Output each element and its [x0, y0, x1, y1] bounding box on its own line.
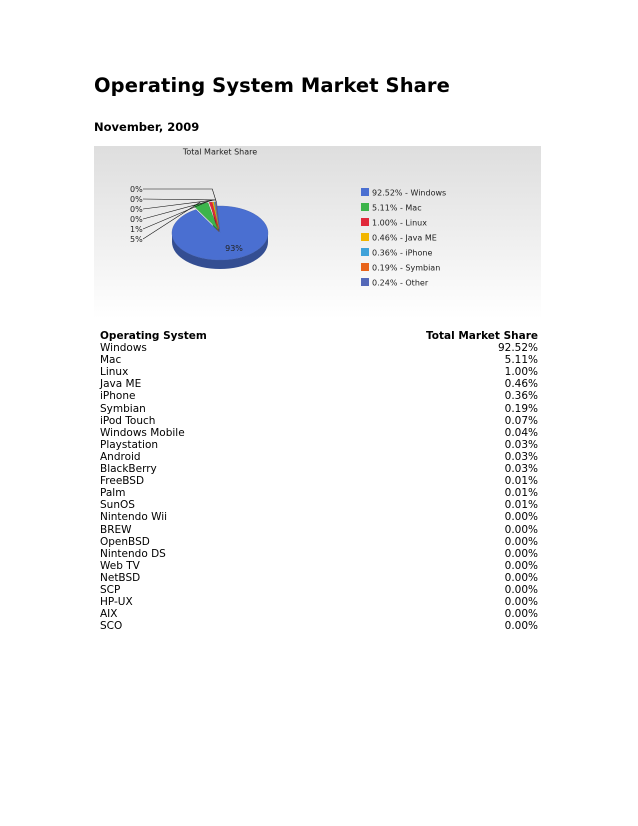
legend-swatch-other: [361, 278, 369, 286]
os-name-cell: NetBSD: [100, 571, 141, 584]
pie-label-symbian: 0%: [130, 195, 143, 204]
os-name-cell: iPhone: [100, 390, 136, 403]
table-row: [100, 596, 538, 608]
table-row: [100, 475, 538, 487]
share-value-cell: 0.04%: [504, 426, 538, 439]
legend-label-symbian: 0.19% - Symbian: [372, 263, 441, 273]
pie-label-mac: 5%: [130, 235, 143, 244]
share-value-cell: 0.00%: [504, 608, 538, 621]
market-share-table: [100, 330, 538, 632]
legend-label-iphone: 0.36% - iPhone: [372, 248, 433, 258]
table-row: [100, 524, 538, 536]
share-value-cell: 0.01%: [504, 487, 538, 500]
os-name-cell: Palm: [100, 487, 126, 500]
legend-swatch-java-me: [361, 233, 369, 241]
table-row: [100, 439, 538, 451]
legend-swatch-symbian: [361, 263, 369, 271]
share-value-cell: 92.52%: [497, 342, 538, 355]
legend-swatch-linux: [361, 218, 369, 226]
os-name-cell: Windows Mobile: [100, 426, 185, 439]
legend-label-mac: 5.11% - Mac: [372, 203, 422, 213]
os-name-cell: Mac: [100, 354, 122, 367]
os-name-cell: Windows: [100, 342, 147, 355]
share-value-cell: 0.03%: [504, 463, 538, 476]
table-row: [100, 403, 538, 415]
share-value-cell: 0.19%: [504, 402, 538, 415]
os-name-cell: Web TV: [100, 559, 140, 572]
pie-chart-panel: [94, 146, 541, 319]
table-row: [100, 608, 538, 620]
pie-label-java-me: 0%: [130, 215, 143, 224]
table-row: [100, 487, 538, 499]
share-value-cell: 0.46%: [504, 378, 538, 391]
share-value-cell: 0.00%: [504, 511, 538, 524]
os-name-cell: Java ME: [100, 378, 142, 391]
share-value-cell: 0.00%: [504, 523, 538, 536]
share-value-cell: 0.03%: [504, 438, 538, 451]
pie-slice-windows: [172, 206, 268, 260]
legend-swatch-windows: [361, 188, 369, 196]
os-name-cell: Nintendo Wii: [100, 511, 168, 524]
os-name-cell: SCO: [100, 620, 123, 633]
page-title: Operating System Market Share: [94, 74, 450, 97]
os-name-cell: Android: [100, 450, 141, 463]
table-row: [100, 378, 538, 390]
pie-label-other: 0%: [130, 185, 143, 194]
legend-label-java-me: 0.46% - Java ME: [372, 233, 437, 243]
legend-label-linux: 1.00% - Linux: [372, 218, 427, 228]
os-name-cell: BlackBerry: [100, 463, 157, 476]
os-name-cell: Playstation: [100, 438, 159, 451]
table-row: [100, 584, 538, 596]
os-name-cell: SunOS: [100, 499, 135, 512]
table-row: [100, 560, 538, 572]
table-row: [100, 415, 538, 427]
table-header-row: [100, 330, 538, 342]
os-name-cell: iPod Touch: [100, 414, 156, 427]
table-row: [100, 536, 538, 548]
share-value-cell: 0.00%: [504, 535, 538, 548]
share-value-cell: 0.00%: [504, 620, 538, 633]
share-value-cell: 1.00%: [504, 366, 538, 379]
pie-label-linux: 1%: [130, 225, 143, 234]
share-value-cell: 0.00%: [504, 547, 538, 560]
os-name-cell: BREW: [100, 523, 132, 536]
table-row: [100, 342, 538, 354]
share-value-cell: 0.36%: [504, 390, 538, 403]
os-name-cell: AIX: [100, 608, 118, 621]
table-row: [100, 511, 538, 523]
table-row: [100, 390, 538, 402]
header-operating-system: Operating System: [100, 330, 207, 342]
chart-title: Total Market Share: [182, 147, 258, 157]
leader-line-symbian: [143, 199, 216, 200]
os-name-cell: Symbian: [100, 402, 146, 415]
table-row: [100, 463, 538, 475]
os-name-cell: OpenBSD: [100, 535, 150, 548]
share-value-cell: 0.03%: [504, 450, 538, 463]
table-row: [100, 354, 538, 366]
share-value-cell: 0.00%: [504, 583, 538, 596]
table-row: [100, 451, 538, 463]
pie-chart: [94, 146, 541, 319]
header-total-market-share: Total Market Share: [426, 330, 538, 342]
table-row: [100, 548, 538, 560]
table-row: [100, 620, 538, 632]
legend-swatch-mac: [361, 203, 369, 211]
os-name-cell: SCP: [100, 583, 121, 596]
pie-label-iphone: 0%: [130, 205, 143, 214]
share-value-cell: 5.11%: [504, 354, 538, 367]
os-name-cell: HP-UX: [100, 596, 133, 609]
os-name-cell: Nintendo DS: [100, 547, 166, 560]
table-row: [100, 427, 538, 439]
share-value-cell: 0.01%: [504, 475, 538, 488]
legend-swatch-iphone: [361, 248, 369, 256]
os-name-cell: FreeBSD: [100, 475, 145, 488]
pie-label-windows: 93%: [225, 244, 243, 253]
legend-label-windows: 92.52% - Windows: [372, 188, 447, 198]
share-value-cell: 0.07%: [504, 414, 538, 427]
table-row: [100, 499, 538, 511]
share-value-cell: 0.01%: [504, 499, 538, 512]
page-subtitle: November, 2009: [94, 120, 200, 134]
os-name-cell: Linux: [100, 366, 129, 379]
legend-label-other: 0.24% - Other: [372, 278, 429, 288]
share-value-cell: 0.00%: [504, 571, 538, 584]
share-value-cell: 0.00%: [504, 596, 538, 609]
table-row: [100, 572, 538, 584]
share-value-cell: 0.00%: [504, 559, 538, 572]
table-row: [100, 366, 538, 378]
